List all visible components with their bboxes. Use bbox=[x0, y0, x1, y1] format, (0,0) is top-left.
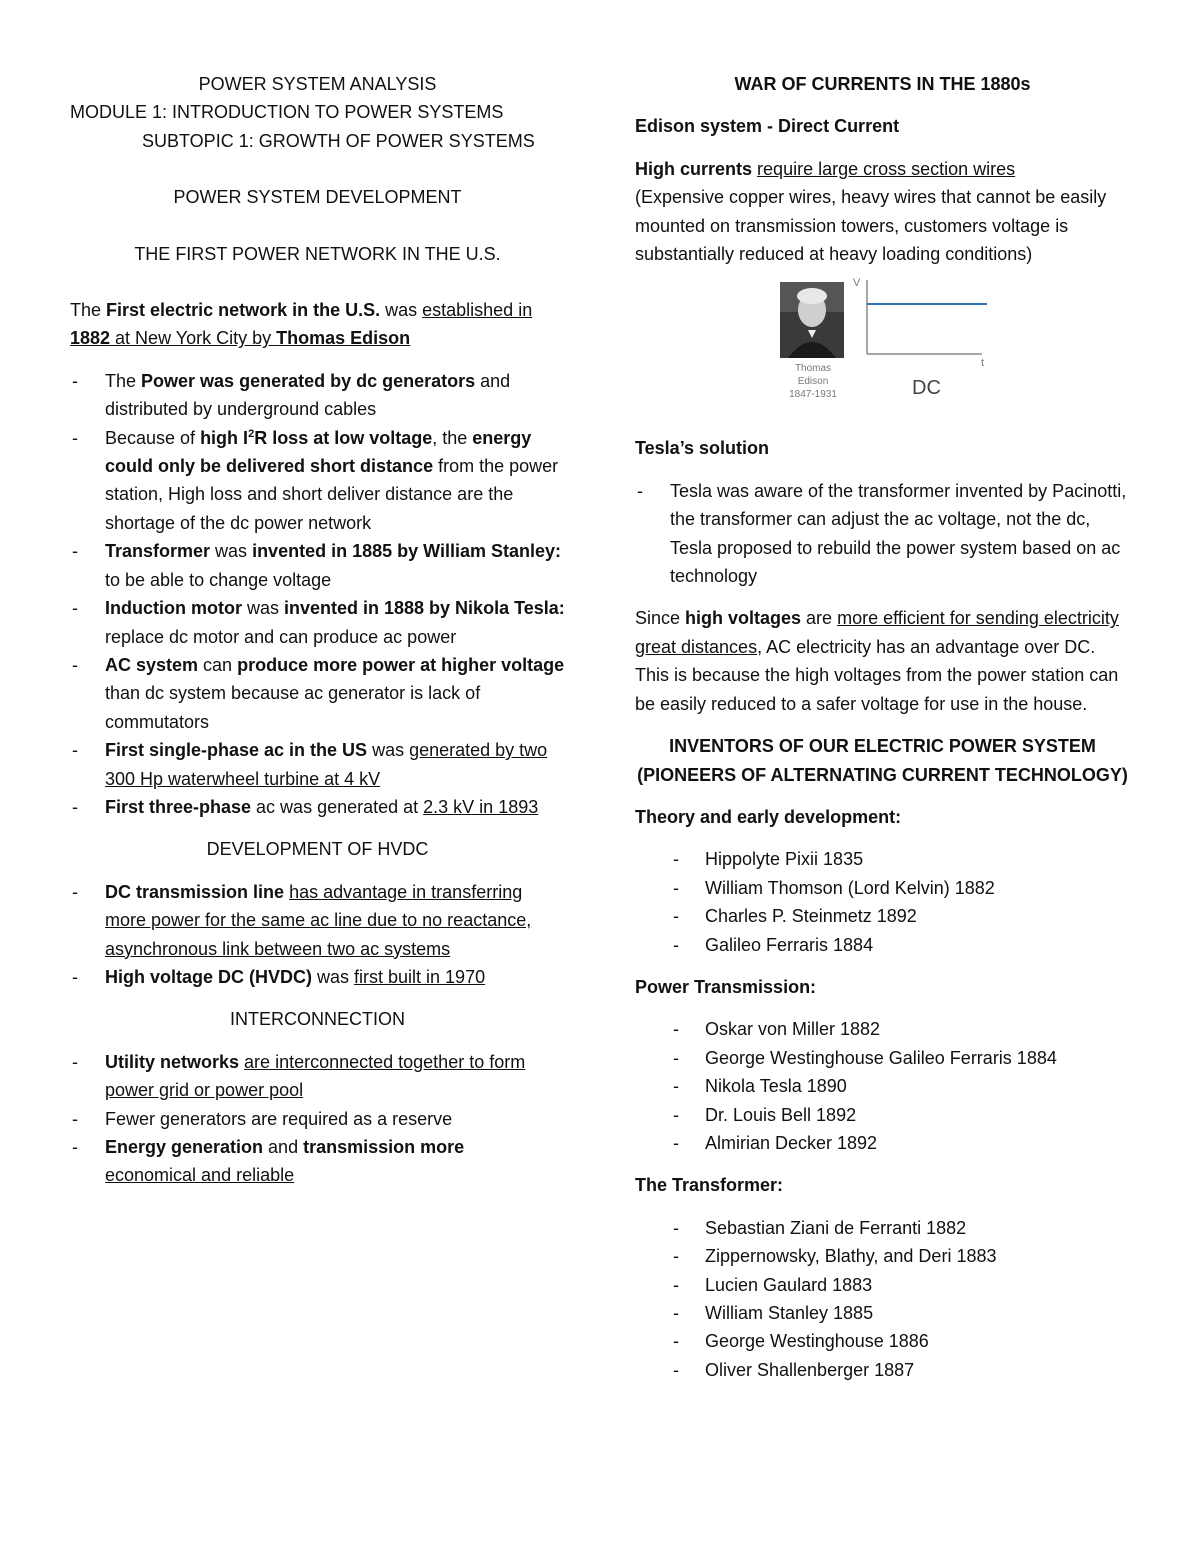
section-heading-interconnection: INTERCONNECTION bbox=[230, 1009, 405, 1030]
list-item: - George Westinghouse 1886 bbox=[635, 1327, 1130, 1355]
left-column bbox=[70, 70, 565, 1190]
list-item: - William Thomson (Lord Kelvin) 1882 bbox=[635, 874, 1130, 902]
list-item: - Oskar von Miller 1882 bbox=[635, 1015, 1130, 1043]
theory-list bbox=[635, 845, 1130, 959]
list-item: - Because of high $I^2R$ loss at low voltage, the energy could only be delivered short distance from the power station, High loss and short deliver distance are the shortage of the dc power network bbox=[70, 424, 565, 538]
list-item: - First single-phase ac in the US was generated by two 300 Hp waterwheel turbine at 4 kV bbox=[70, 736, 565, 793]
list-item: - Zippernowsky, Blathy, and Deri 1883 bbox=[635, 1242, 1130, 1270]
list-item: - Nikola Tesla 1890 bbox=[635, 1072, 1130, 1100]
module-title: MODULE 1: INTRODUCTION TO POWER SYSTEMS bbox=[70, 102, 504, 123]
list-item: - Fewer generators are required as a reserve bbox=[70, 1105, 565, 1133]
portrait-caption: Thomas Edison 1847-1931 bbox=[789, 363, 837, 401]
list-item: - Hippolyte Pixii 1835 bbox=[635, 845, 1130, 873]
list-item: - Dr. Louis Bell 1892 bbox=[635, 1101, 1130, 1129]
power-transmission-heading: Power Transmission: bbox=[635, 976, 817, 997]
list-item: - Oliver Shallenberger 1887 bbox=[635, 1356, 1130, 1384]
interconnection-list bbox=[70, 1048, 565, 1190]
power-transmission-list bbox=[635, 1015, 1130, 1157]
dc-voltage-plot bbox=[850, 274, 1000, 404]
list-item: - Tesla was aware of the transformer invented by Pacinotti, the transformer can adjust the ac voltage, not the dc, Tesla proposed to rebuild the power system based on ac technology bbox=[635, 477, 1130, 591]
tesla-solution-heading: Tesla’s solution bbox=[635, 438, 770, 459]
list-item: - Induction motor was invented in 1888 by Nikola Tesla: replace dc motor and can produce ac power bbox=[70, 594, 565, 651]
doc-title: POWER SYSTEM ANALYSIS bbox=[198, 74, 437, 94]
list-item: - AC system can produce more power at higher voltage than dc system because ac generator is lack of commutators bbox=[70, 651, 565, 736]
dc-label: DC bbox=[912, 377, 941, 400]
high-voltage-paragraph: Since high voltages are more efficient for sending electricity great distances, AC electricity has an advantage over DC. This is because the high voltages from the power station can be easily reduced to a safer voltage for use in the house. bbox=[635, 608, 1119, 714]
list-item: - The Power was generated by dc generators and distributed by underground cables bbox=[70, 367, 565, 424]
list-item: - Lucien Gaulard 1883 bbox=[635, 1271, 1130, 1299]
list-item: - Transformer was invented in 1885 by William Stanley: to be able to change voltage bbox=[70, 537, 565, 594]
v-axis-label: V bbox=[853, 277, 861, 290]
section-heading-development: POWER SYSTEM DEVELOPMENT bbox=[173, 187, 462, 208]
list-item: - William Stanley 1885 bbox=[635, 1299, 1130, 1327]
edison-portrait-image bbox=[780, 282, 844, 358]
list-item: - Sebastian Ziani de Ferranti 1882 bbox=[635, 1214, 1130, 1242]
list-item: - DC transmission line has advantage in transferring more power for the same ac line due to no reactance, asynchronous link between two ac systems bbox=[70, 878, 565, 963]
list-item: - Charles P. Steinmetz 1892 bbox=[635, 902, 1130, 930]
transformer-heading: The Transformer: bbox=[635, 1175, 784, 1196]
pioneers-heading: (PIONEERS OF ALTERNATING CURRENT TECHNOLOGY) bbox=[637, 764, 1128, 785]
theory-heading: Theory and early development: bbox=[635, 806, 902, 827]
subtopic-title: SUBTOPIC 1: GROWTH OF POWER SYSTEMS bbox=[142, 130, 535, 151]
list-item: - First three-phase ac was generated at 2.3 kV in 1893 bbox=[70, 793, 565, 821]
war-of-currents-title: WAR OF CURRENTS IN THE 1880s bbox=[734, 74, 1031, 94]
list-item: - High voltage DC (HVDC) was first built in 1970 bbox=[70, 963, 565, 991]
transformer-list bbox=[635, 1214, 1130, 1384]
intro-paragraph: The First electric network in the U.S. was established in 1882 at New York City by Thomas Edison bbox=[70, 300, 533, 349]
list-item: - George Westinghouse Galileo Ferraris 1884 bbox=[635, 1044, 1130, 1072]
list-item: - Galileo Ferraris 1884 bbox=[635, 931, 1130, 959]
list-item: - Almirian Decker 1892 bbox=[635, 1129, 1130, 1157]
section-heading-first-network: THE FIRST POWER NETWORK IN THE U.S. bbox=[134, 243, 501, 264]
list-item: - Energy generation and transmission more economical and reliable bbox=[70, 1133, 565, 1190]
hvdc-list bbox=[70, 878, 565, 992]
edison-system-heading: Edison system - Direct Current bbox=[635, 116, 900, 137]
inventors-heading: INVENTORS OF OUR ELECTRIC POWER SYSTEM bbox=[669, 736, 1096, 757]
list-item: - Utility networks are interconnected together to form power grid or power pool bbox=[70, 1048, 565, 1105]
tesla-solution-list bbox=[635, 477, 1130, 591]
t-axis-label: t bbox=[981, 357, 985, 370]
high-currents-paragraph: High currents require large cross section wires (Expensive copper wires, heavy wires that cannot be easily mounted on transmission towers, customers voltage is substantially reduced at heavy loading conditions) bbox=[635, 158, 1107, 265]
right-column bbox=[635, 70, 1130, 1384]
edison-dc-figure bbox=[635, 274, 1130, 424]
development-list bbox=[70, 367, 565, 822]
section-heading-hvdc: DEVELOPMENT OF HVDC bbox=[206, 839, 429, 860]
